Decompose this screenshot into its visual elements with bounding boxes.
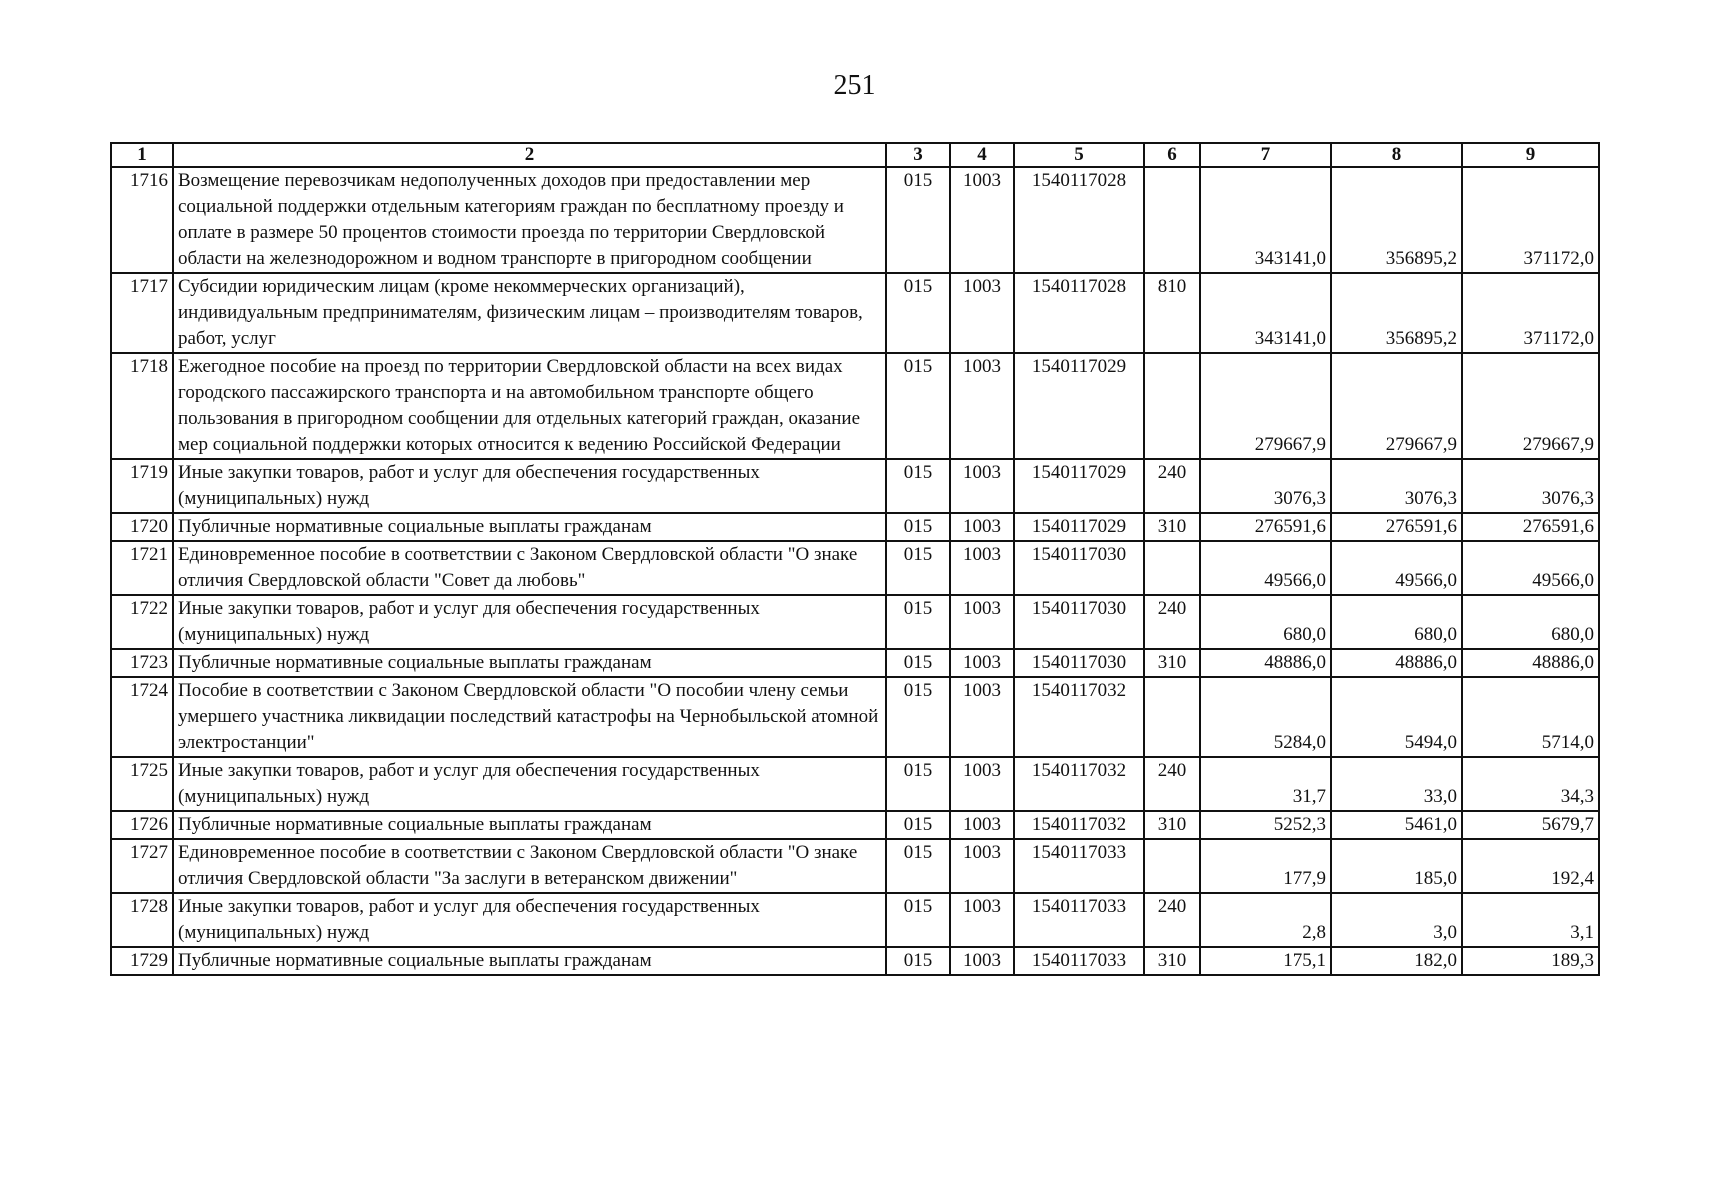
row-col9: 276591,6	[1462, 513, 1599, 541]
row-col4: 1003	[950, 595, 1014, 649]
row-col5: 1540117029	[1014, 459, 1144, 513]
row-description: Иные закупки товаров, работ и услуг для обеспечения государственных (муниципальных) нужд	[173, 893, 886, 947]
row-col8: 33,0	[1331, 757, 1462, 811]
table-row	[111, 459, 1599, 513]
row-col9: 3076,3	[1462, 459, 1599, 513]
column-header-4: 4	[950, 143, 1014, 167]
row-col8: 49566,0	[1331, 541, 1462, 595]
row-col5: 1540117033	[1014, 839, 1144, 893]
row-col9: 34,3	[1462, 757, 1599, 811]
row-col6: 310	[1144, 513, 1200, 541]
row-col8: 356895,2	[1331, 167, 1462, 273]
row-col8: 5461,0	[1331, 811, 1462, 839]
row-col4: 1003	[950, 273, 1014, 353]
row-col8: 185,0	[1331, 839, 1462, 893]
row-col6: 310	[1144, 649, 1200, 677]
row-description: Пособие в соответствии с Законом Свердловской области "О пособии члену семьи умершего участника ликвидации последствий катастрофы на Чернобыльской атомной электростанции"	[173, 677, 886, 757]
row-description: Единовременное пособие в соответствии с Законом Свердловской области "О знаке отличия Свердловской области "За заслуги в ветеранском движении"	[173, 839, 886, 893]
row-col8: 5494,0	[1331, 677, 1462, 757]
row-col5: 1540117029	[1014, 513, 1144, 541]
table-row	[111, 839, 1599, 893]
row-col4: 1003	[950, 811, 1014, 839]
row-col8: 3,0	[1331, 893, 1462, 947]
row-col3: 015	[886, 273, 950, 353]
row-col4: 1003	[950, 353, 1014, 459]
row-col6	[1144, 167, 1200, 273]
header-row	[111, 143, 1599, 167]
row-col6: 310	[1144, 811, 1200, 839]
page-number: 251	[833, 70, 876, 101]
row-col4: 1003	[950, 513, 1014, 541]
row-number: 1720	[111, 513, 173, 541]
row-col4: 1003	[950, 459, 1014, 513]
row-col3: 015	[886, 811, 950, 839]
row-col6	[1144, 839, 1200, 893]
column-header-9: 9	[1462, 143, 1599, 167]
table-row	[111, 513, 1599, 541]
row-col6: 240	[1144, 757, 1200, 811]
row-col5: 1540117032	[1014, 677, 1144, 757]
row-col6	[1144, 541, 1200, 595]
column-header-2: 2	[173, 143, 886, 167]
row-col7: 680,0	[1200, 595, 1331, 649]
row-col3: 015	[886, 677, 950, 757]
row-col9: 371172,0	[1462, 167, 1599, 273]
row-number: 1726	[111, 811, 173, 839]
table-row	[111, 757, 1599, 811]
row-col8: 356895,2	[1331, 273, 1462, 353]
row-col3: 015	[886, 541, 950, 595]
row-col6: 810	[1144, 273, 1200, 353]
row-col4: 1003	[950, 757, 1014, 811]
column-header-5: 5	[1014, 143, 1144, 167]
table-row	[111, 353, 1599, 459]
row-col3: 015	[886, 167, 950, 273]
row-number: 1724	[111, 677, 173, 757]
row-col5: 1540117033	[1014, 893, 1144, 947]
column-header-7: 7	[1200, 143, 1331, 167]
table-row	[111, 167, 1599, 273]
row-col4: 1003	[950, 677, 1014, 757]
row-col7: 49566,0	[1200, 541, 1331, 595]
row-col5: 1540117032	[1014, 811, 1144, 839]
row-col3: 015	[886, 839, 950, 893]
row-col3: 015	[886, 757, 950, 811]
table-row	[111, 947, 1599, 975]
row-col5: 1540117028	[1014, 167, 1144, 273]
row-number: 1718	[111, 353, 173, 459]
row-col9: 49566,0	[1462, 541, 1599, 595]
row-description: Иные закупки товаров, работ и услуг для обеспечения государственных (муниципальных) нужд	[173, 459, 886, 513]
row-col9: 192,4	[1462, 839, 1599, 893]
row-col3: 015	[886, 353, 950, 459]
row-description: Возмещение перевозчикам недополученных доходов при предоставлении мер социальной поддержки отдельным категориям граждан по бесплатному проезду и оплате в размере 50 процентов стоимости проезда по территории Свердловской области на железнодорожном и водном транспорте в пригородном сообщении	[173, 167, 886, 273]
row-number: 1717	[111, 273, 173, 353]
row-description: Публичные нормативные социальные выплаты гражданам	[173, 513, 886, 541]
row-number: 1728	[111, 893, 173, 947]
row-number: 1723	[111, 649, 173, 677]
table-row	[111, 649, 1599, 677]
row-description: Единовременное пособие в соответствии с Законом Свердловской области "О знаке отличия Свердловской области "Совет да любовь"	[173, 541, 886, 595]
row-description: Иные закупки товаров, работ и услуг для обеспечения государственных (муниципальных) нужд	[173, 595, 886, 649]
column-header-6: 6	[1144, 143, 1200, 167]
row-col9: 279667,9	[1462, 353, 1599, 459]
row-col6: 240	[1144, 893, 1200, 947]
row-description: Ежегодное пособие на проезд по территории Свердловской области на всех видах городского пассажирского транспорта и на автомобильном транспорте общего пользования в пригородном сообщении для отдельных категорий граждан, оказание мер социальной поддержки которых относится к ведению Российской Федерации	[173, 353, 886, 459]
row-col4: 1003	[950, 839, 1014, 893]
row-col7: 5284,0	[1200, 677, 1331, 757]
row-col8: 279667,9	[1331, 353, 1462, 459]
row-number: 1722	[111, 595, 173, 649]
row-col7: 31,7	[1200, 757, 1331, 811]
row-number: 1719	[111, 459, 173, 513]
row-col4: 1003	[950, 167, 1014, 273]
row-col4: 1003	[950, 893, 1014, 947]
row-col9: 48886,0	[1462, 649, 1599, 677]
column-header-8: 8	[1331, 143, 1462, 167]
row-col5: 1540117030	[1014, 595, 1144, 649]
row-col5: 1540117030	[1014, 649, 1144, 677]
row-col8: 680,0	[1331, 595, 1462, 649]
row-col3: 015	[886, 893, 950, 947]
table-row	[111, 541, 1599, 595]
row-col5: 1540117032	[1014, 757, 1144, 811]
row-description: Иные закупки товаров, работ и услуг для обеспечения государственных (муниципальных) нужд	[173, 757, 886, 811]
row-col7: 177,9	[1200, 839, 1331, 893]
row-col9: 680,0	[1462, 595, 1599, 649]
row-number: 1727	[111, 839, 173, 893]
row-number: 1716	[111, 167, 173, 273]
table-row	[111, 893, 1599, 947]
row-number: 1721	[111, 541, 173, 595]
row-description: Публичные нормативные социальные выплаты гражданам	[173, 947, 886, 975]
row-number: 1729	[111, 947, 173, 975]
table-row	[111, 677, 1599, 757]
row-col9: 189,3	[1462, 947, 1599, 975]
row-col3: 015	[886, 649, 950, 677]
row-description: Публичные нормативные социальные выплаты гражданам	[173, 649, 886, 677]
row-col3: 015	[886, 947, 950, 975]
row-col4: 1003	[950, 947, 1014, 975]
table-row	[111, 595, 1599, 649]
row-col8: 48886,0	[1331, 649, 1462, 677]
row-col7: 279667,9	[1200, 353, 1331, 459]
row-col6: 240	[1144, 595, 1200, 649]
row-col7: 276591,6	[1200, 513, 1331, 541]
row-col5: 1540117033	[1014, 947, 1144, 975]
row-description: Публичные нормативные социальные выплаты гражданам	[173, 811, 886, 839]
row-col9: 5679,7	[1462, 811, 1599, 839]
row-col9: 5714,0	[1462, 677, 1599, 757]
row-col6: 310	[1144, 947, 1200, 975]
row-col9: 371172,0	[1462, 273, 1599, 353]
row-col7: 48886,0	[1200, 649, 1331, 677]
row-col5: 1540117028	[1014, 273, 1144, 353]
row-col8: 3076,3	[1331, 459, 1462, 513]
row-col8: 182,0	[1331, 947, 1462, 975]
row-number: 1725	[111, 757, 173, 811]
row-col4: 1003	[950, 541, 1014, 595]
column-header-1: 1	[111, 143, 173, 167]
row-col6	[1144, 677, 1200, 757]
column-header-3: 3	[886, 143, 950, 167]
row-col7: 5252,3	[1200, 811, 1331, 839]
row-col4: 1003	[950, 649, 1014, 677]
row-col3: 015	[886, 513, 950, 541]
row-col6: 240	[1144, 459, 1200, 513]
row-description: Субсидии юридическим лицам (кроме некоммерческих организаций), индивидуальным предпринимателям, физическим лицам – производителям товаров, работ, услуг	[173, 273, 886, 353]
row-col7: 175,1	[1200, 947, 1331, 975]
row-col5: 1540117029	[1014, 353, 1144, 459]
row-col7: 2,8	[1200, 893, 1331, 947]
row-col5: 1540117030	[1014, 541, 1144, 595]
row-col9: 3,1	[1462, 893, 1599, 947]
row-col7: 343141,0	[1200, 167, 1331, 273]
budget-table	[110, 142, 1600, 976]
row-col3: 015	[886, 459, 950, 513]
table-row	[111, 273, 1599, 353]
row-col6	[1144, 353, 1200, 459]
table-row	[111, 811, 1599, 839]
row-col3: 015	[886, 595, 950, 649]
row-col8: 276591,6	[1331, 513, 1462, 541]
row-col7: 343141,0	[1200, 273, 1331, 353]
row-col7: 3076,3	[1200, 459, 1331, 513]
